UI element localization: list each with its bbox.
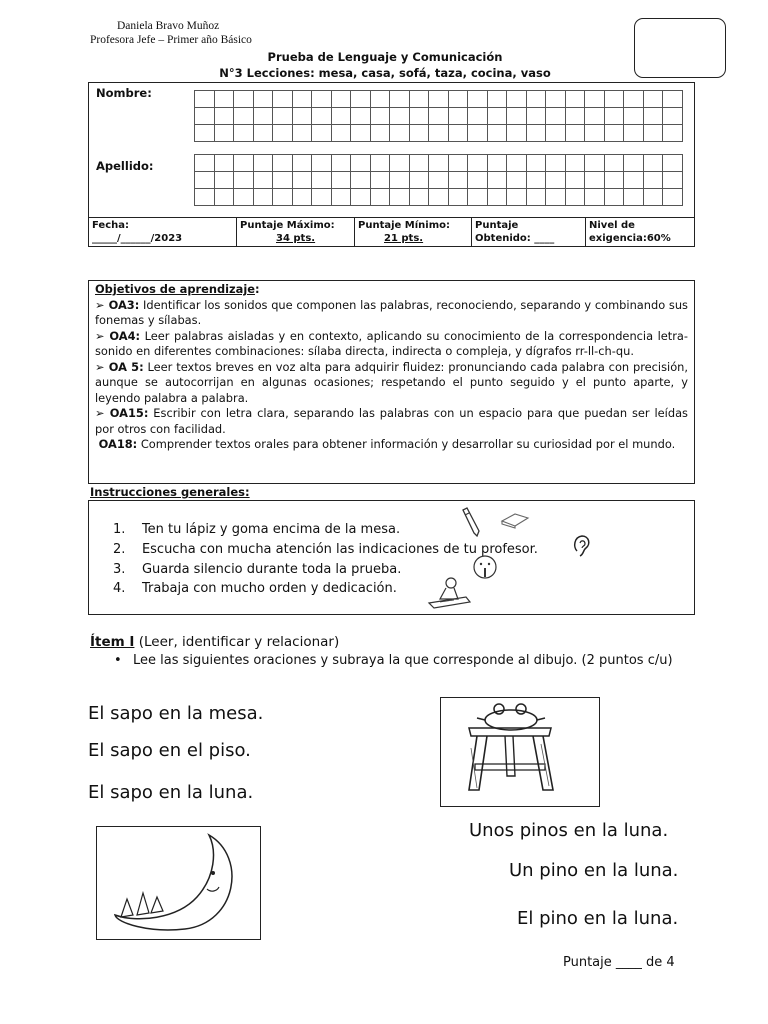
grid-cell[interactable] — [272, 107, 292, 124]
grid-cell[interactable] — [584, 107, 604, 124]
grid-cell[interactable] — [623, 188, 643, 205]
grid-cell[interactable] — [370, 124, 390, 141]
date-value: _____/______/2023 — [92, 233, 183, 244]
grid-cell[interactable] — [448, 90, 468, 107]
surname-label: Apellido: — [96, 159, 154, 173]
max-score-value: 34 pts. — [276, 233, 316, 244]
grid-cell[interactable] — [526, 107, 546, 124]
grid-cell[interactable] — [233, 171, 253, 188]
grid-cell[interactable] — [526, 90, 546, 107]
instructions-box — [88, 500, 695, 615]
grid-cell[interactable] — [467, 154, 487, 171]
grid-cell[interactable] — [253, 154, 273, 171]
grid-cell[interactable] — [253, 90, 273, 107]
grid-cell[interactable] — [409, 90, 429, 107]
grid-cell[interactable] — [331, 154, 351, 171]
objective-oa5: ➢ OA 5: Leer textos breves en voz alta para adquirir fluidez: pronunciando cada palabra con precisión, aunque se autocorrijan en algunas ocasiones; respetando el punto seguido y el punto aparte, y leyendo palabra a palabra. — [95, 359, 688, 405]
grid-cell[interactable] — [623, 124, 643, 141]
grid-cell[interactable] — [370, 90, 390, 107]
grid-cell[interactable] — [448, 107, 468, 124]
grid-cell[interactable] — [584, 124, 604, 141]
grid-cell[interactable] — [428, 154, 448, 171]
grid-cell[interactable] — [467, 107, 487, 124]
obtained-score-label: Puntaje — [475, 220, 519, 231]
teacher-role: Profesora Jefe – Primer año Básico — [90, 34, 252, 46]
grid-cell[interactable] — [643, 124, 663, 141]
grid-cell[interactable] — [467, 124, 487, 141]
instructions-title-text: Instrucciones generales — [90, 485, 246, 499]
grid-cell[interactable] — [292, 171, 312, 188]
grid-cell[interactable] — [467, 90, 487, 107]
objective-oa15: ➢ OA15: Escribir con letra clara, separando las palabras con un espacio para que puedan ser leídas por otros con facilidad. — [95, 406, 688, 436]
grid-cell[interactable] — [311, 154, 331, 171]
grid-cell[interactable] — [545, 188, 565, 205]
grid-cell[interactable] — [409, 188, 429, 205]
grid-cell[interactable] — [409, 124, 429, 141]
grid-cell[interactable] — [389, 90, 409, 107]
grid-cell[interactable] — [350, 154, 370, 171]
grid-cell[interactable] — [565, 154, 585, 171]
instruction-item: 2. Escucha con mucha atención las indicaciones de tu profesor. — [113, 542, 538, 557]
test-title: Prueba de Lenguaje y Comunicación — [267, 50, 503, 64]
grid-cell[interactable] — [487, 154, 507, 171]
grid-cell[interactable] — [448, 124, 468, 141]
score-info-row — [89, 217, 694, 247]
grid-cell[interactable] — [506, 107, 526, 124]
grid-cell[interactable] — [331, 188, 351, 205]
grid-cell[interactable] — [292, 90, 312, 107]
grid-cell[interactable] — [643, 90, 663, 107]
grid-cell[interactable] — [545, 124, 565, 141]
grid-cell[interactable] — [545, 107, 565, 124]
grid-cell[interactable] — [214, 90, 234, 107]
min-score-label: Puntaje Mínimo: — [358, 220, 451, 231]
objectives-title: Objetivos de aprendizaje — [95, 282, 255, 296]
grid-cell[interactable] — [604, 107, 624, 124]
objective-code: OA4: — [109, 328, 141, 343]
grid-cell[interactable] — [350, 90, 370, 107]
student-info-box — [88, 82, 695, 247]
grid-cell[interactable] — [584, 90, 604, 107]
instruction-text: Ten tu lápiz y goma encima de la mesa. — [141, 522, 401, 537]
teacher-name: Daniela Bravo Muñoz — [117, 20, 220, 32]
grid-cell[interactable] — [370, 188, 390, 205]
grid-cell[interactable] — [292, 154, 312, 171]
obtained-score-value: Obtenido: ____ — [475, 233, 555, 244]
grid-cell[interactable] — [467, 171, 487, 188]
grid-cell[interactable] — [389, 124, 409, 141]
grid-cell[interactable] — [253, 171, 273, 188]
item-title-subtitle: (Leer, identificar y relacionar) — [134, 634, 340, 650]
grid-cell[interactable] — [194, 154, 214, 171]
grid-cell[interactable] — [272, 188, 292, 205]
grid-cell[interactable] — [545, 171, 565, 188]
grid-cell[interactable] — [643, 107, 663, 124]
grid-cell[interactable] — [623, 90, 643, 107]
grid-cell[interactable] — [526, 124, 546, 141]
eraser-icon — [499, 511, 531, 529]
grid-cell[interactable] — [331, 124, 351, 141]
bullet-icon: • — [114, 653, 122, 668]
score-box — [634, 18, 726, 78]
objective-oa4: ➢ OA4: Leer palabras aisladas y en contexto, aplicando su conocimiento de la correspondencia letra- sonido en diferentes combinaciones: sílaba directa, indirecta o compleja, y dígrafos rr-ll-ch-qu. — [95, 328, 688, 358]
instruction-item: 4. Trabaja con mucho orden y dedicación. — [113, 581, 397, 596]
objective-oa3: ➢ OA3: Identificar los sonidos que componen las palabras, reconociendo, separando y combinando sus fonemas y sílabas. — [95, 297, 688, 327]
grid-cell[interactable] — [604, 154, 624, 171]
grid-cell[interactable] — [389, 154, 409, 171]
instruction-item: 3. Guarda silencio durante toda la prueba. — [113, 562, 402, 577]
objective-code: OA 5: — [108, 359, 144, 374]
item-title-label: Ítem I — [90, 634, 135, 650]
objectives-box — [88, 280, 695, 484]
grid-cell[interactable] — [350, 171, 370, 188]
grid-cell[interactable] — [409, 154, 429, 171]
name-label: Nombre: — [96, 86, 152, 100]
grid-cell[interactable] — [487, 124, 507, 141]
grid-cell[interactable] — [214, 154, 234, 171]
grid-cell[interactable] — [350, 188, 370, 205]
grid-cell[interactable] — [233, 107, 253, 124]
sentence-option[interactable]: Un pino en la luna. — [509, 860, 679, 881]
instruction-item: 1. Ten tu lápiz y goma encima de la mesa. — [113, 522, 401, 537]
grid-cell[interactable] — [487, 90, 507, 107]
grid-cell[interactable] — [428, 171, 448, 188]
grid-cell[interactable] — [662, 188, 682, 205]
instruction-text: Guarda silencio durante toda la prueba. — [141, 562, 402, 577]
grid-cell[interactable] — [194, 90, 214, 107]
date-cell[interactable] — [89, 218, 236, 247]
grid-cell[interactable] — [506, 124, 526, 141]
frog-stool-picture — [440, 697, 600, 807]
grid-cell[interactable] — [487, 188, 507, 205]
sentence-option[interactable]: El sapo en el piso. — [88, 740, 251, 761]
grid-cell[interactable] — [331, 107, 351, 124]
grid-cell[interactable] — [389, 171, 409, 188]
moon-with-pine-icon — [97, 827, 259, 938]
grid-cell[interactable] — [253, 107, 273, 124]
objective-text: Comprender textos orales para obtener información y desarrollar su curiosidad por el mundo. — [137, 437, 676, 451]
grid-cell[interactable] — [311, 90, 331, 107]
grid-cell[interactable] — [370, 171, 390, 188]
grid-cell[interactable] — [506, 171, 526, 188]
min-score-cell — [354, 218, 471, 247]
grid-cell[interactable] — [311, 107, 331, 124]
grid-cell[interactable] — [409, 171, 429, 188]
grid-cell[interactable] — [545, 90, 565, 107]
grid-cell[interactable] — [565, 90, 585, 107]
pencil-icon — [459, 507, 483, 537]
test-subtitle: N°3 Lecciones: mesa, casa, sofá, taza, cocina, vaso — [219, 66, 551, 80]
grid-cell[interactable] — [370, 107, 390, 124]
obtained-score-cell[interactable] — [471, 218, 585, 247]
grid-cell[interactable] — [448, 154, 468, 171]
surname-grid[interactable] — [194, 154, 683, 206]
grid-cell[interactable] — [506, 188, 526, 205]
grid-cell[interactable] — [253, 188, 273, 205]
grid-cell[interactable] — [506, 154, 526, 171]
grid-cell[interactable] — [662, 107, 682, 124]
grid-cell[interactable] — [370, 154, 390, 171]
sentence-option[interactable]: El sapo en la mesa. — [88, 703, 264, 724]
grid-cell[interactable] — [428, 107, 448, 124]
moon-pine-picture — [96, 826, 261, 940]
instruction-text: Trabaja con mucho orden y dedicación. — [141, 581, 397, 596]
max-score-label: Puntaje Máximo: — [240, 220, 335, 231]
grid-cell[interactable] — [604, 124, 624, 141]
objective-text: Identificar los sonidos que componen las palabras, reconociendo, separando y combinando sus fonemas y sílabas. — [95, 297, 688, 327]
grid-cell[interactable] — [643, 188, 663, 205]
objective-code: OA15: — [109, 406, 149, 420]
grid-cell[interactable] — [233, 188, 253, 205]
item-title — [90, 634, 339, 650]
grid-cell[interactable] — [662, 154, 682, 171]
grid-cell[interactable] — [565, 124, 585, 141]
grid-cell[interactable] — [662, 124, 682, 141]
grid-cell[interactable] — [214, 188, 234, 205]
min-score-value: 21 pts. — [384, 233, 424, 244]
grid-cell[interactable] — [311, 171, 331, 188]
grid-cell[interactable] — [643, 171, 663, 188]
grid-cell[interactable] — [272, 154, 292, 171]
grid-cell[interactable] — [272, 90, 292, 107]
grid-cell[interactable] — [565, 188, 585, 205]
grid-cell[interactable] — [487, 107, 507, 124]
grid-cell[interactable] — [604, 171, 624, 188]
grid-cell[interactable] — [662, 90, 682, 107]
grid-cell[interactable] — [448, 188, 468, 205]
sentence-option[interactable]: El pino en la luna. — [517, 908, 679, 929]
grid-cell[interactable] — [253, 124, 273, 141]
grid-cell[interactable] — [233, 154, 253, 171]
grid-cell[interactable] — [584, 171, 604, 188]
grid-cell[interactable] — [311, 188, 331, 205]
item-instruction: Lee las siguientes oraciones y subraya la que corresponde al dibujo. (2 puntos c/u) — [133, 653, 673, 668]
student-writing-icon — [426, 575, 472, 611]
grid-cell[interactable] — [350, 124, 370, 141]
grid-cell[interactable] — [311, 124, 331, 141]
grid-cell[interactable] — [389, 107, 409, 124]
max-score-cell — [236, 218, 354, 247]
grid-cell[interactable] — [233, 124, 253, 141]
grid-cell[interactable] — [233, 90, 253, 107]
grid-cell[interactable] — [662, 171, 682, 188]
grid-cell[interactable] — [584, 154, 604, 171]
name-grid[interactable] — [194, 90, 683, 142]
grid-cell[interactable] — [214, 107, 234, 124]
objective-code: OA18: — [98, 437, 138, 451]
grid-cell[interactable] — [194, 171, 214, 188]
objective-text: Leer palabras aisladas y en contexto, aplicando su conocimiento de la correspondencia letra- sonido en diferentes combinaciones: sílaba directa, indirecta o compleja, y dígrafos rr-ll-ch-qu. — [95, 328, 688, 358]
grid-cell[interactable] — [350, 107, 370, 124]
grid-cell[interactable] — [292, 188, 312, 205]
grid-cell[interactable] — [565, 107, 585, 124]
date-label: Fecha: — [92, 220, 130, 231]
grid-cell[interactable] — [292, 124, 312, 141]
instructions-title — [90, 485, 250, 499]
grid-cell[interactable] — [506, 90, 526, 107]
objective-text: Escribir con letra clara, separando las palabras con un espacio para que puedan ser leídas por otros con facilidad. — [95, 406, 688, 436]
objective-code: OA3: — [108, 297, 140, 312]
grid-cell[interactable] — [448, 171, 468, 188]
grid-cell[interactable] — [194, 124, 214, 141]
page-score: Puntaje ____ de 4 — [563, 955, 675, 970]
grid-cell[interactable] — [467, 188, 487, 205]
instructions-title-colon: : — [245, 485, 250, 499]
level-label: Nivel de — [589, 220, 635, 231]
sentence-option[interactable]: El sapo en la luna. — [88, 782, 254, 803]
grid-cell[interactable] — [292, 107, 312, 124]
grid-cell[interactable] — [623, 171, 643, 188]
objectives-title-colon: : — [254, 282, 260, 296]
silence-face-icon — [471, 553, 499, 581]
grid-cell[interactable] — [194, 107, 214, 124]
grid-cell[interactable] — [331, 90, 351, 107]
grid-cell[interactable] — [643, 154, 663, 171]
grid-cell[interactable] — [214, 171, 234, 188]
grid-cell[interactable] — [487, 171, 507, 188]
grid-cell[interactable] — [584, 188, 604, 205]
grid-cell[interactable] — [331, 171, 351, 188]
grid-cell[interactable] — [623, 154, 643, 171]
grid-cell[interactable] — [428, 124, 448, 141]
grid-cell[interactable] — [526, 154, 546, 171]
grid-cell[interactable] — [214, 124, 234, 141]
grid-cell[interactable] — [409, 107, 429, 124]
level-cell — [585, 218, 694, 247]
sentence-option[interactable]: Unos pinos en la luna. — [469, 820, 669, 841]
grid-cell[interactable] — [526, 188, 546, 205]
grid-cell[interactable] — [623, 107, 643, 124]
grid-cell[interactable] — [389, 188, 409, 205]
frog-on-stool-icon — [441, 698, 598, 805]
objective-text: Leer textos breves en voz alta para adquirir fluidez: pronunciando cada palabra con precisión, aunque se autocorrijan en algunas ocasiones; respetando el punto seguido y el punto aparte, y leyendo palabra a palabra. — [95, 359, 688, 405]
grid-cell[interactable] — [604, 90, 624, 107]
grid-cell[interactable] — [545, 154, 565, 171]
level-value: exigencia:60% — [589, 233, 671, 244]
grid-cell[interactable] — [604, 188, 624, 205]
grid-cell[interactable] — [428, 188, 448, 205]
instruction-text: Escucha con mucha atención las indicaciones de tu profesor. — [141, 542, 538, 557]
ear-icon — [571, 533, 593, 559]
grid-cell[interactable] — [428, 90, 448, 107]
grid-cell[interactable] — [565, 171, 585, 188]
grid-cell[interactable] — [272, 171, 292, 188]
grid-cell[interactable] — [194, 188, 214, 205]
grid-cell[interactable] — [526, 171, 546, 188]
grid-cell[interactable] — [272, 124, 292, 141]
objective-oa18 — [95, 437, 688, 453]
